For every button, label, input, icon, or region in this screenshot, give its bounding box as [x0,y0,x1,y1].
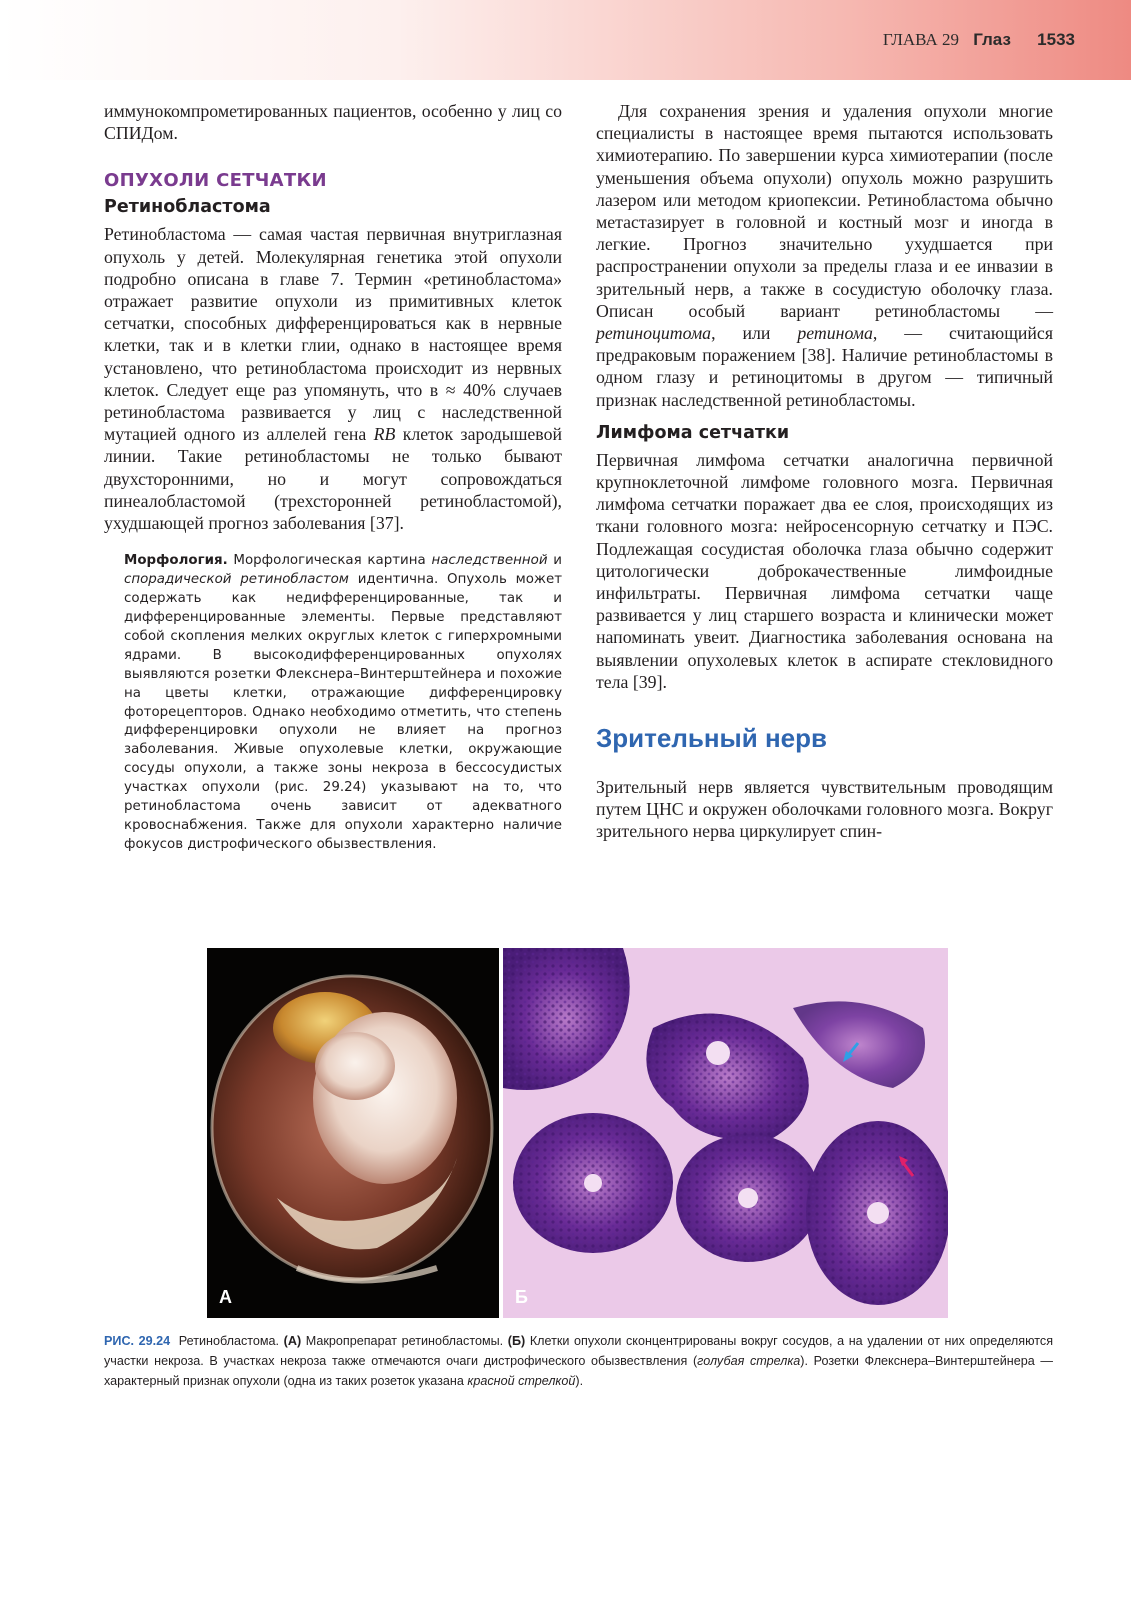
subheading-retinoblastoma: Ретинобластома [104,197,271,218]
histology-illustration [503,948,948,1318]
left-column [104,100,562,855]
panel-a-label: А [219,1287,232,1307]
figure-29-24 [207,948,948,1318]
gross-specimen-photo [207,948,499,1318]
section-label: Глаз [973,30,1011,49]
text-run: , или [711,323,798,344]
caption-text: Клетки опухоли сконцентрированы вокруг сосудов, а на удалении от них определяются участки некроза. В участках некроза также отмечаются очаги дистрофического обызвествления ( [104,1334,1054,1368]
paragraph-lymphoma: Первичная лимфома сетчатки аналогична первичной крупноклеточной лимфоме головного мозга. Первичная лимфома сетчатки поражает два ее слоя, происходящих из ткани головного мозга: нейросенсорную сетчатку и ПЭС. Подлежащая сосудистая оболочка глаза обычно содержит цитологически доброкачественные лимфоидные инфильтраты. Первичная лимфома сетчатки чаще развивается у лиц старшего возраста и клинически может напоминать увеит. Диагностика заболевания основана на выявлении опухолевых клеток в аспирате стекловидного тела [39]. [596,449,1053,692]
italic-term: ретинома [797,323,873,344]
running-head [883,30,1075,50]
caption-italic: красной стрелкой [467,1374,576,1388]
paragraph-continued: иммунокомпрометированных пациентов, особенно у лиц со СПИДом. [104,101,562,144]
text-run: и [547,553,562,569]
text-run: , — считающийся предраковым поражением [38]. Наличие ретинобластомы в одном глазу и ретиноцитомы в другом — типичный признак наследственной ретинобластомы. [596,323,1053,410]
text-run: клеток зародышевой линии. Такие ретинобластомы не только бывают двухсторонними, но и могут сопровождаться пинеалобластомой (трехсторонней ретинобластомой), ухудшающей прогноз заболевания [37]. [104,424,562,534]
text-run: Ретинобластома — самая частая первичная внутриглазная опухоль у детей. Молекулярная генетика этой опухоли подробно описана в главе 7. Термин «ретинобластома» отражает развитие опухоли из примитивных клеток сетчатки, способных дифференцироваться как в нервные клетки, так и в клетки глии, однако в настоящее время установлено, что ретинобластома происходит из нервных клеток. Следует еще раз упомянуть, что в ≈ 40% случаев ретинобластома развивается у лиц с наследственной мутацией одного из аллелей гена [104,224,562,445]
caption-panel-b: (Б) [507,1334,526,1348]
section-heading: ОПУХОЛИ СЕТЧАТКИ [104,170,327,192]
page-number: 1533 [1037,30,1075,49]
italic-term: ретиноцитома [596,323,712,344]
text-run: Для сохранения зрения и удаления опухоли многие специалисты в настоящее время пытаются использовать химиотерапию. По завершении курса химиотерапии (после уменьшения объема опухоли) опухоль можно разрушить лазером или методом криопексии. Ретинобластома обычно метастазирует в головной и костный мозг и иногда в легкие. Прогноз значительно ухудшается при распространении опухоли за пределы глаза и ее инвазии в зрительный нерв, а также в сосудистую оболочку глаза. Описан особый вариант ретинобластомы — [596,101,1053,321]
paragraph-chemotherapy [596,100,1053,411]
subheading-lymphoma: Лимфома сетчатки [596,422,790,443]
italic-term: наследственной [431,553,548,569]
caption-text: Макропрепарат ретинобластомы. [301,1334,508,1348]
text-run: идентична. Опухоль может содержать как недифференцированные, так и дифференцированные элементы. Первые представляют собой скопления мелких округлых клеток с гиперхромными ядрами. В высокодифференцированных опухолях выявляются розетки Флекснера–Винтерштейнера и похожие на цветы клетки, отражающие дифференцировку фоторецепторов. Однако необходимо отметить, что степень дифференцировки опухоли не влияет на прогноз заболевания. Живые опухолевые клетки, окружающие сосуды опухоли, а также зоны некроза в бессосудистых участках опухоли (рис. 29.24) указывают на то, что ретинобластома очень зависит от адекватного кровоснабжения. Также для опухоли характерно наличие фокусов дистрофического обызвествления. [124,572,562,852]
eye-specimen-illustration [207,948,499,1318]
chapter-label: ГЛАВА 29 [882,30,959,49]
caption-italic: голубая стрелка [697,1354,801,1368]
caption-text: Ретинобластома. [174,1334,284,1348]
paragraph-retinoblastoma [104,223,562,534]
figure-number: РИС. 29.24 [104,1334,171,1348]
caption-text: ). Розетки Флекснера–Винтерштейнера — характерный признак опухоли (одна из таких розеток указана [104,1354,1053,1388]
text-run: Морфологическая картина [227,553,432,569]
figure-caption [104,1331,1053,1391]
italic-term: спорадической ретинобластом [124,572,349,588]
histology-micrograph [503,948,948,1318]
gene-name: RB [373,424,396,445]
paragraph-optic-nerve: Зрительный нерв является чувствительным проводящим путем ЦНС и окружен оболочками головного мозга. Вокруг зрительного нерва циркулирует спин- [596,777,1053,842]
morphology-lead: Морфология. [124,553,228,569]
right-column [596,100,1053,843]
panel-b-label: Б [515,1287,528,1307]
caption-panel-a: (А) [283,1334,302,1348]
caption-text: ). [575,1374,584,1388]
major-heading-optic-nerve: Зрительный нерв [596,723,827,754]
morphology-box [124,552,562,855]
